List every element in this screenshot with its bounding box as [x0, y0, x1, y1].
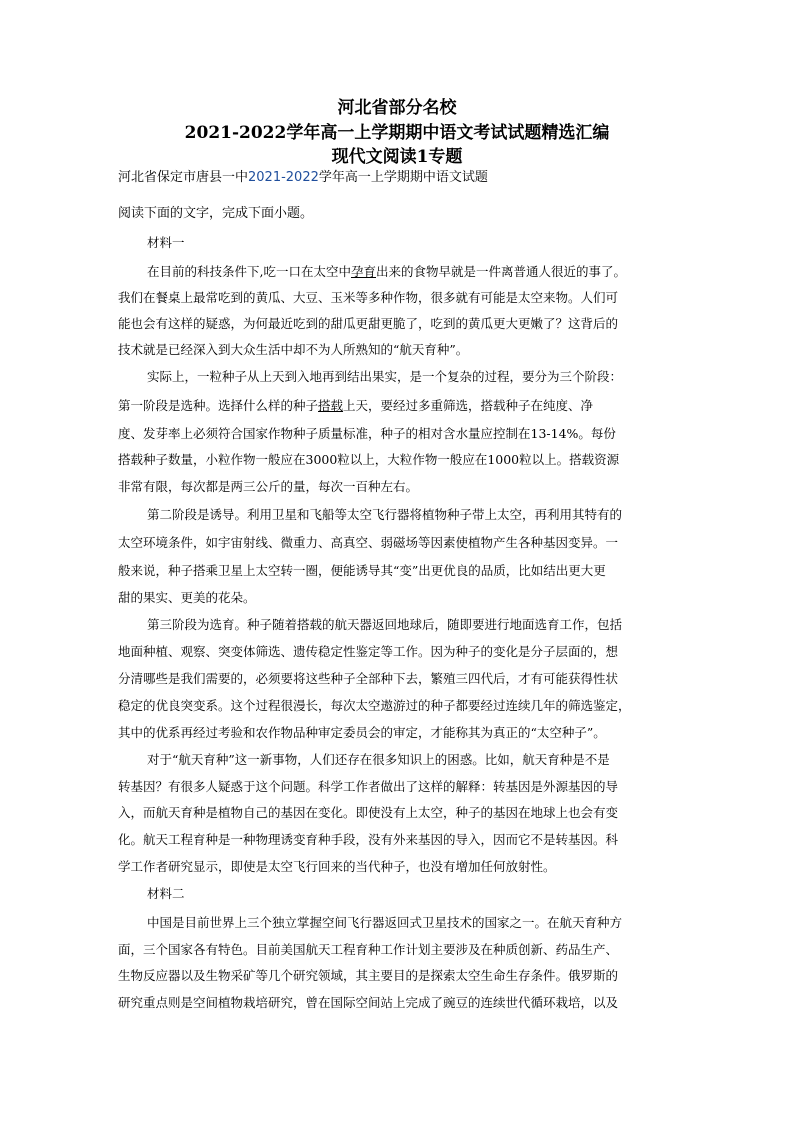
material-heading: 材料一: [147, 235, 185, 250]
passage-line: [147, 262, 626, 282]
document-title-line-3: 现代文阅读1专题: [331, 147, 463, 167]
passage-text: 出来的食物早就是一件离普通人很近的事了。: [376, 264, 627, 279]
passage-text: 研究重点则是空间植物栽培研究，曾在国际空间站上完成了豌豆的连续世代循环栽培，以及: [118, 995, 619, 1010]
source-school: 河北省保定市唐县一中: [118, 170, 249, 185]
passage-text: 中国是目前世界上三个独立掌握空间飞行器返回式卫星技术的国家之一。在航天育种方: [147, 915, 623, 930]
passage-line: [118, 696, 631, 716]
passage-line: [118, 340, 468, 360]
passage-line: [118, 424, 616, 444]
passage-line: [118, 396, 593, 416]
passage-text: 非常有限，每次都是两三公斤的量，每次一百种左右。: [118, 479, 419, 494]
passage-text: 般来说，种子搭乘卫星上太空转一圈，便能诱导其“变”出更优良的品质，比如结出更大更: [118, 563, 606, 578]
underlined-word: 搭载: [318, 398, 344, 413]
passage-line: [118, 993, 618, 1013]
passage-text: 入，而航天育种是植物自己的基因在变化。即使没有上太空，种子的基因在地球上也会有变: [118, 805, 619, 820]
passage-line: [118, 314, 618, 334]
passage-text: 搭载种子数量，小粒作物一般应在3000粒以上，大粒作物一般应在1000粒以上。搭载资源: [118, 452, 620, 467]
passage-text: 第一阶段是选种。选择什么样的种子: [118, 398, 319, 413]
passage-line: [147, 913, 622, 933]
passage-text: 对于“航天育种”这一新事物，人们还存在很多知识上的困惑。比如，航天育种是不是: [147, 752, 610, 767]
passage-line: [147, 367, 622, 387]
passage-text: 甜的果实、更美的花朵。: [118, 590, 256, 605]
passage-line: [118, 669, 618, 689]
passage-text: 我们在餐桌上最常吃到的黄瓜、大豆、玉米等多种作物，很多就有可能是太空来物。人们可: [118, 290, 619, 305]
passage-text: 能也会有这样的疑惑，为何最近吃到的甜瓜更甜更脆了，吃到的黄瓜更大更嫩了？这背后的: [118, 316, 619, 331]
passage-text: 分清哪些是我们需要的，必须要将这些种子全部种下去，繁殖三四代后，才有可能获得性状: [118, 671, 619, 686]
source-line: [118, 168, 488, 188]
reading-instruction: 阅读下面的文字，完成下面小题。: [118, 206, 314, 221]
passage-text: 技术就是已经深入到大众生活中却不为人所熟知的“航天育种”。: [118, 342, 469, 357]
material-heading: 材料二: [147, 886, 185, 901]
passage-text: 学工作者研究显示，即使是太空飞行回来的当代种子，也没有增加任何放射性。: [118, 859, 556, 874]
passage-line: [118, 966, 618, 986]
passage-text: 转基因？有很多人疑惑于这个问题。科学工作者做出了这样的解释：转基因是外源基因的导: [118, 779, 619, 794]
passage-line: [118, 477, 418, 497]
passage-line: [147, 615, 622, 635]
passage-text: 其中的优系再经过考验和农作物品种审定委员会的审定，才能称其为真正的“太空种子”。: [118, 725, 606, 740]
passage-line: [118, 777, 618, 797]
passage-text: 度、发芽率上必须符合国家作物种子质量标准，种子的相对含水量应控制在13-14%。每份: [118, 426, 616, 441]
passage-text: 面，三个国家各有特色。目前美国航天工程育种工作计划主要涉及在种质创新、药品生产、: [118, 942, 619, 957]
source-year: 2021-2022: [248, 170, 319, 185]
passage-line: [118, 940, 618, 960]
passage-line: [118, 723, 606, 743]
passage-text: 第二阶段是诱导。利用卫星和飞船等太空飞行器将植物种子带上太空，再利用其特有的: [147, 507, 623, 522]
passage-text: 实际上，一粒种子从上天到入地再到结出果实，是一个复杂的过程，要分为三个阶段：: [147, 369, 623, 384]
passage-line: [118, 288, 618, 308]
passage-line: [118, 830, 618, 850]
passage-line: [118, 803, 618, 823]
passage-line: [118, 642, 618, 662]
underlined-word: 孕育: [350, 264, 376, 279]
passage-line: [118, 533, 618, 553]
passage-text: 化。航天工程育种是一种物理诱变育种手段，没有外来基因的导入，因而它不是转基因。科: [118, 832, 619, 847]
passage-line: [118, 857, 556, 877]
source-rest: 学年高一上学期期中语文试题: [318, 170, 488, 185]
passage-text: 第三阶段为选育。种子随着搭载的航天器返回地球后，随即要进行地面选育工作，包括: [147, 617, 623, 632]
passage-line: [118, 588, 256, 608]
passage-line: [118, 450, 619, 470]
passage-line: [147, 750, 610, 770]
passage-line: [147, 505, 622, 525]
document-title-line-2: 2021-2022学年高一上学期期中语文考试试题精选汇编: [184, 123, 610, 143]
passage-text: 地面种植、观察、突变体筛选、遗传稳定性鉴定等工作。因为种子的变化是分子层面的，想: [118, 644, 619, 659]
passage-text: 稳定的优良突变系。这个过程很漫长，每次太空遨游过的种子都要经过连续几年的筛选鉴定，: [118, 698, 631, 713]
passage-text: 在目前的科技条件下,吃一口在太空中: [147, 264, 351, 279]
passage-text: 生物反应器以及生物采矿等几个研究领域，其主要目的是探索太空生命生存条件。俄罗斯的: [118, 968, 619, 983]
passage-text: 太空环境条件，如宇宙射线、微重力、高真空、弱磁场等因素使植物产生各种基因变异。一: [118, 535, 619, 550]
passage-line: [118, 561, 606, 581]
document-title-line-1: 河北省部分名校: [337, 98, 457, 118]
passage-text: 上天，要经过多重筛选，搭载种子在纯度、净: [343, 398, 594, 413]
